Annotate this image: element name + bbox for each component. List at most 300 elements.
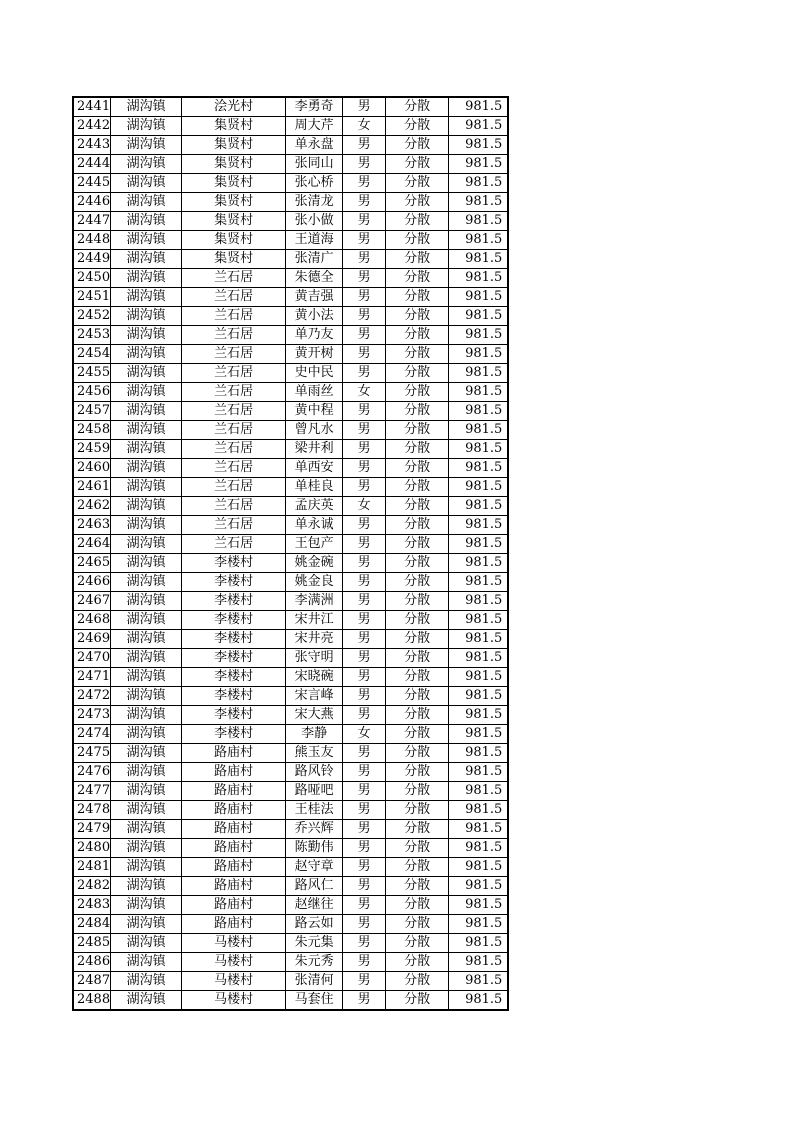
gender-cell: 男 — [343, 687, 386, 706]
name-cell: 乔兴辉 — [286, 820, 343, 839]
support-type-cell: 分散 — [386, 174, 449, 193]
name-cell: 单桂良 — [286, 478, 343, 497]
village-cell: 兰石居 — [182, 516, 286, 535]
village-cell: 李楼村 — [182, 611, 286, 630]
table-row — [73, 839, 508, 858]
support-type-cell: 分散 — [386, 250, 449, 269]
roster-table — [72, 96, 509, 1011]
amount-cell: 981.5 — [449, 725, 508, 744]
gender-cell: 男 — [343, 307, 386, 326]
table-row — [73, 516, 508, 535]
amount-cell: 981.5 — [449, 383, 508, 402]
village-cell: 集贤村 — [182, 231, 286, 250]
amount-cell: 981.5 — [449, 573, 508, 592]
village-cell: 路庙村 — [182, 839, 286, 858]
village-cell: 集贤村 — [182, 117, 286, 136]
row-id-cell: 2486 — [73, 953, 111, 972]
support-type-cell: 分散 — [386, 592, 449, 611]
support-type-cell: 分散 — [386, 896, 449, 915]
name-cell: 张清何 — [286, 972, 343, 991]
village-cell: 马楼村 — [182, 934, 286, 953]
support-type-cell: 分散 — [386, 136, 449, 155]
table-row — [73, 174, 508, 193]
name-cell: 路云如 — [286, 915, 343, 934]
township-cell: 湖沟镇 — [111, 668, 182, 687]
village-cell: 李楼村 — [182, 706, 286, 725]
table-row — [73, 991, 508, 1011]
table-row — [73, 820, 508, 839]
name-cell: 王桂法 — [286, 801, 343, 820]
village-cell: 路庙村 — [182, 744, 286, 763]
name-cell: 熊玉友 — [286, 744, 343, 763]
gender-cell: 男 — [343, 744, 386, 763]
amount-cell: 981.5 — [449, 288, 508, 307]
amount-cell: 981.5 — [449, 763, 508, 782]
name-cell: 张清龙 — [286, 193, 343, 212]
table-row — [73, 231, 508, 250]
township-cell: 湖沟镇 — [111, 649, 182, 668]
township-cell: 湖沟镇 — [111, 972, 182, 991]
amount-cell: 981.5 — [449, 839, 508, 858]
amount-cell: 981.5 — [449, 858, 508, 877]
table-row — [73, 136, 508, 155]
table-row — [73, 763, 508, 782]
table-row — [73, 896, 508, 915]
name-cell: 黄开树 — [286, 345, 343, 364]
gender-cell: 男 — [343, 915, 386, 934]
township-cell: 湖沟镇 — [111, 953, 182, 972]
row-id-cell: 2449 — [73, 250, 111, 269]
amount-cell: 981.5 — [449, 554, 508, 573]
support-type-cell: 分散 — [386, 630, 449, 649]
township-cell: 湖沟镇 — [111, 554, 182, 573]
name-cell: 单西安 — [286, 459, 343, 478]
amount-cell: 981.5 — [449, 117, 508, 136]
township-cell: 湖沟镇 — [111, 630, 182, 649]
row-id-cell: 2450 — [73, 269, 111, 288]
village-cell: 李楼村 — [182, 554, 286, 573]
amount-cell: 981.5 — [449, 174, 508, 193]
village-cell: 兰石居 — [182, 440, 286, 459]
support-type-cell: 分散 — [386, 820, 449, 839]
row-id-cell: 2445 — [73, 174, 111, 193]
name-cell: 孟庆英 — [286, 497, 343, 516]
amount-cell: 981.5 — [449, 535, 508, 554]
village-cell: 马楼村 — [182, 972, 286, 991]
township-cell: 湖沟镇 — [111, 250, 182, 269]
township-cell: 湖沟镇 — [111, 497, 182, 516]
gender-cell: 男 — [343, 573, 386, 592]
township-cell: 湖沟镇 — [111, 611, 182, 630]
township-cell: 湖沟镇 — [111, 383, 182, 402]
row-id-cell: 2482 — [73, 877, 111, 896]
row-id-cell: 2484 — [73, 915, 111, 934]
amount-cell: 981.5 — [449, 269, 508, 288]
support-type-cell: 分散 — [386, 383, 449, 402]
township-cell: 湖沟镇 — [111, 97, 182, 117]
gender-cell: 男 — [343, 877, 386, 896]
amount-cell: 981.5 — [449, 307, 508, 326]
gender-cell: 男 — [343, 763, 386, 782]
row-id-cell: 2441 — [73, 97, 111, 117]
gender-cell: 男 — [343, 668, 386, 687]
village-cell: 兰石居 — [182, 364, 286, 383]
support-type-cell: 分散 — [386, 440, 449, 459]
township-cell: 湖沟镇 — [111, 896, 182, 915]
township-cell: 湖沟镇 — [111, 136, 182, 155]
row-id-cell: 2458 — [73, 421, 111, 440]
row-id-cell: 2473 — [73, 706, 111, 725]
amount-cell: 981.5 — [449, 934, 508, 953]
support-type-cell: 分散 — [386, 839, 449, 858]
row-id-cell: 2467 — [73, 592, 111, 611]
gender-cell: 男 — [343, 193, 386, 212]
name-cell: 李满洲 — [286, 592, 343, 611]
table-row — [73, 269, 508, 288]
village-cell: 兰石居 — [182, 345, 286, 364]
support-type-cell: 分散 — [386, 326, 449, 345]
township-cell: 湖沟镇 — [111, 440, 182, 459]
village-cell: 李楼村 — [182, 668, 286, 687]
gender-cell: 男 — [343, 630, 386, 649]
name-cell: 李静 — [286, 725, 343, 744]
village-cell: 兰石居 — [182, 402, 286, 421]
township-cell: 湖沟镇 — [111, 288, 182, 307]
village-cell: 集贤村 — [182, 136, 286, 155]
amount-cell: 981.5 — [449, 402, 508, 421]
amount-cell: 981.5 — [449, 421, 508, 440]
table-row — [73, 668, 508, 687]
row-id-cell: 2456 — [73, 383, 111, 402]
name-cell: 宋大燕 — [286, 706, 343, 725]
name-cell: 张守明 — [286, 649, 343, 668]
row-id-cell: 2487 — [73, 972, 111, 991]
row-id-cell: 2448 — [73, 231, 111, 250]
row-id-cell: 2472 — [73, 687, 111, 706]
township-cell: 湖沟镇 — [111, 174, 182, 193]
name-cell: 朱元秀 — [286, 953, 343, 972]
gender-cell: 男 — [343, 459, 386, 478]
township-cell: 湖沟镇 — [111, 820, 182, 839]
support-type-cell: 分散 — [386, 402, 449, 421]
village-cell: 兰石居 — [182, 421, 286, 440]
village-cell: 路庙村 — [182, 801, 286, 820]
gender-cell: 男 — [343, 155, 386, 174]
row-id-cell: 2451 — [73, 288, 111, 307]
gender-cell: 男 — [343, 345, 386, 364]
township-cell: 湖沟镇 — [111, 763, 182, 782]
row-id-cell: 2453 — [73, 326, 111, 345]
gender-cell: 女 — [343, 383, 386, 402]
village-cell: 路庙村 — [182, 782, 286, 801]
name-cell: 黄吉强 — [286, 288, 343, 307]
table-body — [73, 97, 508, 1010]
township-cell: 湖沟镇 — [111, 782, 182, 801]
name-cell: 史中民 — [286, 364, 343, 383]
name-cell: 单永盘 — [286, 136, 343, 155]
table-row — [73, 782, 508, 801]
gender-cell: 男 — [343, 972, 386, 991]
row-id-cell: 2477 — [73, 782, 111, 801]
row-id-cell: 2466 — [73, 573, 111, 592]
village-cell: 集贤村 — [182, 193, 286, 212]
name-cell: 王包产 — [286, 535, 343, 554]
table-row — [73, 345, 508, 364]
support-type-cell: 分散 — [386, 763, 449, 782]
table-row — [73, 326, 508, 345]
support-type-cell: 分散 — [386, 364, 449, 383]
township-cell: 湖沟镇 — [111, 877, 182, 896]
name-cell: 张同山 — [286, 155, 343, 174]
support-type-cell: 分散 — [386, 212, 449, 231]
village-cell: 集贤村 — [182, 174, 286, 193]
table-row — [73, 250, 508, 269]
village-cell: 集贤村 — [182, 155, 286, 174]
township-cell: 湖沟镇 — [111, 991, 182, 1011]
village-cell: 马楼村 — [182, 953, 286, 972]
gender-cell: 男 — [343, 782, 386, 801]
amount-cell: 981.5 — [449, 744, 508, 763]
village-cell: 李楼村 — [182, 630, 286, 649]
name-cell: 宋晓碗 — [286, 668, 343, 687]
table-row — [73, 573, 508, 592]
gender-cell: 男 — [343, 801, 386, 820]
village-cell: 兰石居 — [182, 269, 286, 288]
village-cell: 兰石居 — [182, 459, 286, 478]
name-cell: 黄小法 — [286, 307, 343, 326]
support-type-cell: 分散 — [386, 307, 449, 326]
township-cell: 湖沟镇 — [111, 231, 182, 250]
name-cell: 姚金碗 — [286, 554, 343, 573]
row-id-cell: 2488 — [73, 991, 111, 1011]
township-cell: 湖沟镇 — [111, 402, 182, 421]
name-cell: 赵守章 — [286, 858, 343, 877]
township-cell: 湖沟镇 — [111, 744, 182, 763]
row-id-cell: 2470 — [73, 649, 111, 668]
amount-cell: 981.5 — [449, 459, 508, 478]
gender-cell: 男 — [343, 953, 386, 972]
gender-cell: 女 — [343, 725, 386, 744]
row-id-cell: 2443 — [73, 136, 111, 155]
gender-cell: 男 — [343, 231, 386, 250]
gender-cell: 男 — [343, 402, 386, 421]
support-type-cell: 分散 — [386, 117, 449, 136]
gender-cell: 男 — [343, 535, 386, 554]
gender-cell: 男 — [343, 478, 386, 497]
township-cell: 湖沟镇 — [111, 212, 182, 231]
township-cell: 湖沟镇 — [111, 687, 182, 706]
support-type-cell: 分散 — [386, 459, 449, 478]
amount-cell: 981.5 — [449, 706, 508, 725]
township-cell: 湖沟镇 — [111, 516, 182, 535]
township-cell: 湖沟镇 — [111, 801, 182, 820]
township-cell: 湖沟镇 — [111, 573, 182, 592]
table-row — [73, 478, 508, 497]
village-cell: 路庙村 — [182, 820, 286, 839]
table-row — [73, 497, 508, 516]
support-type-cell: 分散 — [386, 155, 449, 174]
gender-cell: 男 — [343, 934, 386, 953]
support-type-cell: 分散 — [386, 877, 449, 896]
gender-cell: 男 — [343, 136, 386, 155]
row-id-cell: 2481 — [73, 858, 111, 877]
name-cell: 曾凡水 — [286, 421, 343, 440]
name-cell: 周大芹 — [286, 117, 343, 136]
row-id-cell: 2457 — [73, 402, 111, 421]
name-cell: 宋言峰 — [286, 687, 343, 706]
amount-cell: 981.5 — [449, 326, 508, 345]
village-cell: 李楼村 — [182, 592, 286, 611]
support-type-cell: 分散 — [386, 782, 449, 801]
row-id-cell: 2469 — [73, 630, 111, 649]
name-cell: 朱德全 — [286, 269, 343, 288]
township-cell: 湖沟镇 — [111, 706, 182, 725]
table-row — [73, 592, 508, 611]
township-cell: 湖沟镇 — [111, 725, 182, 744]
table-row — [73, 402, 508, 421]
township-cell: 湖沟镇 — [111, 592, 182, 611]
support-type-cell: 分散 — [386, 288, 449, 307]
support-type-cell: 分散 — [386, 668, 449, 687]
amount-cell: 981.5 — [449, 877, 508, 896]
row-id-cell: 2455 — [73, 364, 111, 383]
amount-cell: 981.5 — [449, 953, 508, 972]
township-cell: 湖沟镇 — [111, 269, 182, 288]
table-row — [73, 535, 508, 554]
table-row — [73, 364, 508, 383]
name-cell: 宋井亮 — [286, 630, 343, 649]
support-type-cell: 分散 — [386, 725, 449, 744]
village-cell: 李楼村 — [182, 573, 286, 592]
amount-cell: 981.5 — [449, 250, 508, 269]
row-id-cell: 2442 — [73, 117, 111, 136]
table-row — [73, 706, 508, 725]
support-type-cell: 分散 — [386, 915, 449, 934]
table-row — [73, 554, 508, 573]
row-id-cell: 2483 — [73, 896, 111, 915]
table-row — [73, 421, 508, 440]
table-row — [73, 307, 508, 326]
amount-cell: 981.5 — [449, 991, 508, 1011]
table-row — [73, 630, 508, 649]
gender-cell: 男 — [343, 991, 386, 1011]
support-type-cell: 分散 — [386, 269, 449, 288]
row-id-cell: 2454 — [73, 345, 111, 364]
row-id-cell: 2447 — [73, 212, 111, 231]
row-id-cell: 2459 — [73, 440, 111, 459]
name-cell: 单雨丝 — [286, 383, 343, 402]
name-cell: 单永诚 — [286, 516, 343, 535]
support-type-cell: 分散 — [386, 231, 449, 250]
amount-cell: 981.5 — [449, 345, 508, 364]
row-id-cell: 2464 — [73, 535, 111, 554]
table-row — [73, 97, 508, 117]
support-type-cell: 分散 — [386, 554, 449, 573]
village-cell: 路庙村 — [182, 896, 286, 915]
gender-cell: 男 — [343, 440, 386, 459]
name-cell: 路哑吧 — [286, 782, 343, 801]
name-cell: 姚金良 — [286, 573, 343, 592]
village-cell: 集贤村 — [182, 212, 286, 231]
amount-cell: 981.5 — [449, 364, 508, 383]
gender-cell: 男 — [343, 839, 386, 858]
gender-cell: 男 — [343, 592, 386, 611]
village-cell: 兰石居 — [182, 478, 286, 497]
name-cell: 陈勤伟 — [286, 839, 343, 858]
gender-cell: 男 — [343, 326, 386, 345]
village-cell: 李楼村 — [182, 725, 286, 744]
row-id-cell: 2476 — [73, 763, 111, 782]
village-cell: 兰石居 — [182, 383, 286, 402]
name-cell: 黄中程 — [286, 402, 343, 421]
table-row — [73, 972, 508, 991]
row-id-cell: 2485 — [73, 934, 111, 953]
row-id-cell: 2471 — [73, 668, 111, 687]
township-cell: 湖沟镇 — [111, 155, 182, 174]
support-type-cell: 分散 — [386, 706, 449, 725]
township-cell: 湖沟镇 — [111, 535, 182, 554]
amount-cell: 981.5 — [449, 440, 508, 459]
gender-cell: 男 — [343, 858, 386, 877]
table-row — [73, 383, 508, 402]
village-cell: 集贤村 — [182, 250, 286, 269]
amount-cell: 981.5 — [449, 915, 508, 934]
village-cell: 马楼村 — [182, 991, 286, 1011]
name-cell: 赵继往 — [286, 896, 343, 915]
village-cell: 路庙村 — [182, 915, 286, 934]
table-row — [73, 953, 508, 972]
gender-cell: 男 — [343, 649, 386, 668]
table-row — [73, 915, 508, 934]
support-type-cell: 分散 — [386, 497, 449, 516]
row-id-cell: 2461 — [73, 478, 111, 497]
table-row — [73, 440, 508, 459]
township-cell: 湖沟镇 — [111, 117, 182, 136]
name-cell: 张小做 — [286, 212, 343, 231]
row-id-cell: 2478 — [73, 801, 111, 820]
row-id-cell: 2479 — [73, 820, 111, 839]
table-row — [73, 212, 508, 231]
row-id-cell: 2452 — [73, 307, 111, 326]
support-type-cell: 分散 — [386, 478, 449, 497]
table-row — [73, 459, 508, 478]
gender-cell: 男 — [343, 516, 386, 535]
amount-cell: 981.5 — [449, 820, 508, 839]
gender-cell: 男 — [343, 896, 386, 915]
amount-cell: 981.5 — [449, 212, 508, 231]
amount-cell: 981.5 — [449, 782, 508, 801]
amount-cell: 981.5 — [449, 611, 508, 630]
row-id-cell: 2460 — [73, 459, 111, 478]
name-cell: 王道海 — [286, 231, 343, 250]
table-row — [73, 288, 508, 307]
amount-cell: 981.5 — [449, 155, 508, 174]
amount-cell: 981.5 — [449, 972, 508, 991]
gender-cell: 男 — [343, 212, 386, 231]
amount-cell: 981.5 — [449, 193, 508, 212]
township-cell: 湖沟镇 — [111, 915, 182, 934]
amount-cell: 981.5 — [449, 668, 508, 687]
amount-cell: 981.5 — [449, 231, 508, 250]
support-type-cell: 分散 — [386, 611, 449, 630]
name-cell: 张清广 — [286, 250, 343, 269]
name-cell: 梁井利 — [286, 440, 343, 459]
row-id-cell: 2465 — [73, 554, 111, 573]
support-type-cell: 分散 — [386, 649, 449, 668]
support-type-cell: 分散 — [386, 991, 449, 1011]
gender-cell: 男 — [343, 174, 386, 193]
amount-cell: 981.5 — [449, 896, 508, 915]
